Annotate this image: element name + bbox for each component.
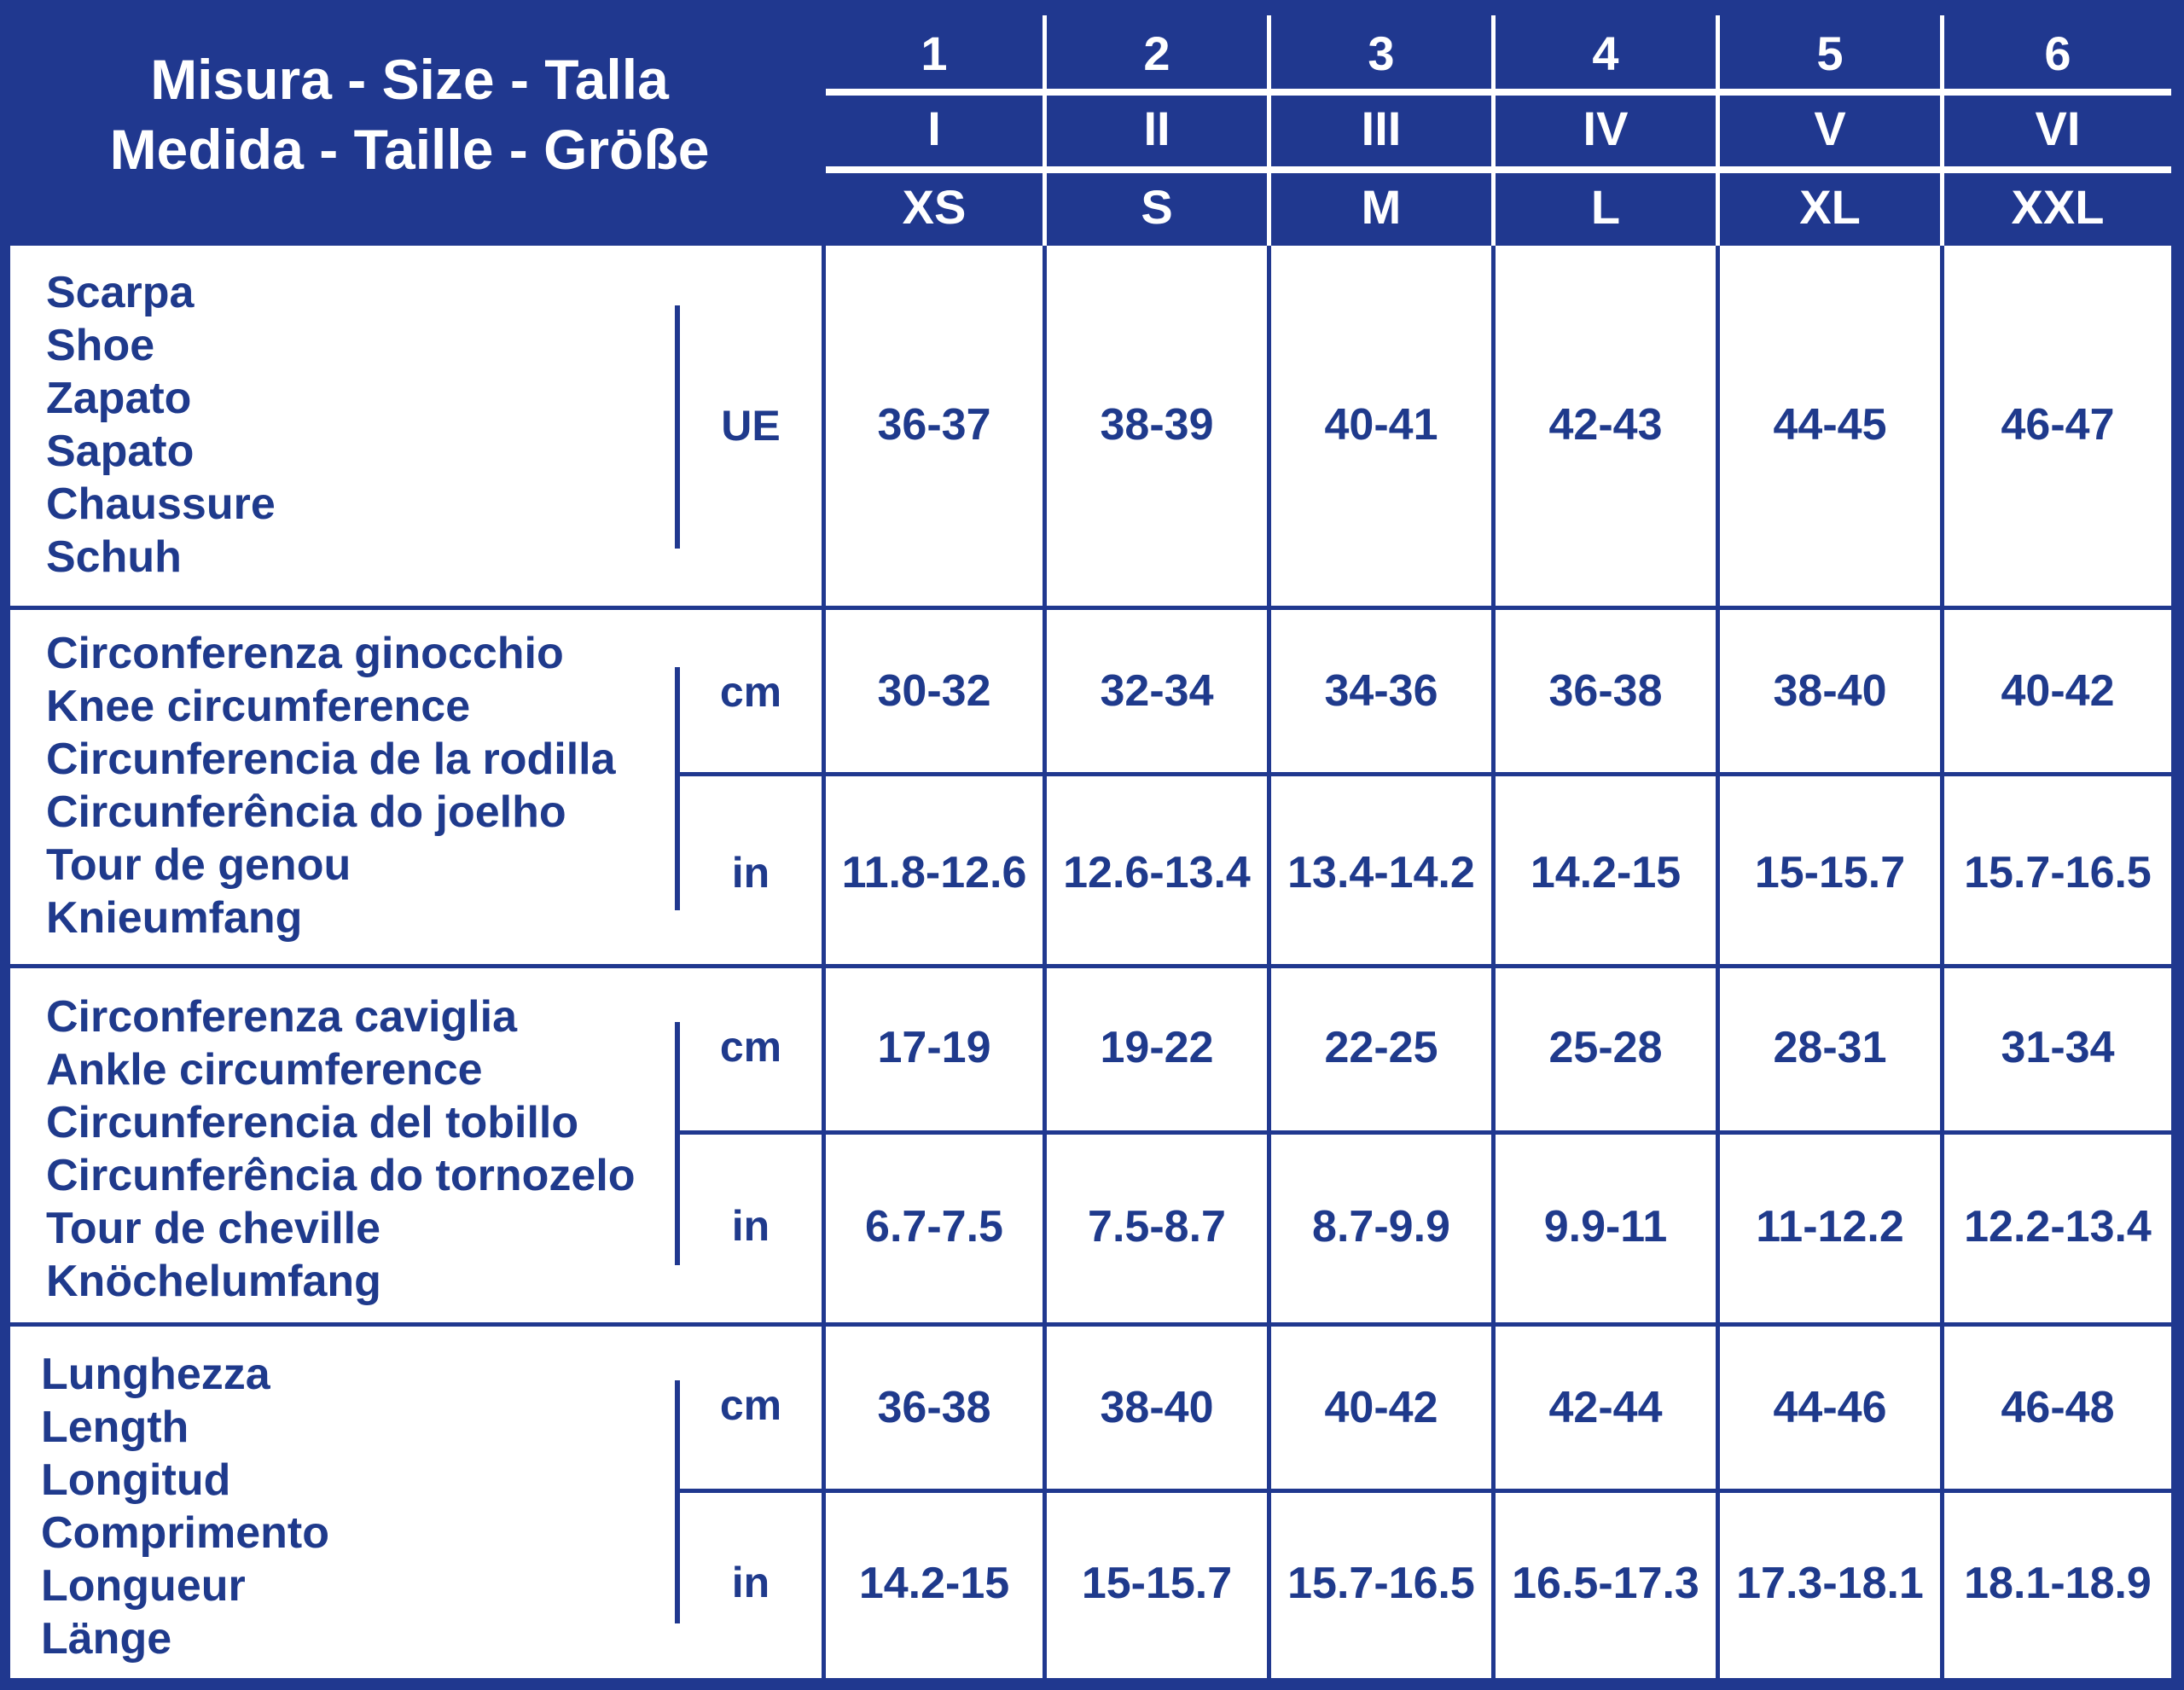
- unit-bracket: [675, 1022, 680, 1265]
- size-roman: VI: [2035, 102, 2081, 155]
- length-label: Comprimento: [41, 1508, 329, 1558]
- length-in-value: 15.7-16.5: [1287, 1559, 1475, 1608]
- subrow-divider: [680, 772, 2171, 776]
- length-in-value: 17.3-18.1: [1736, 1559, 1924, 1608]
- column-divider: [1491, 246, 1496, 1678]
- ankle-label: Circunferencia del tobillo: [46, 1098, 579, 1147]
- length-in-value: 18.1-18.9: [1964, 1559, 2152, 1608]
- ankle-in-unit: in: [731, 1202, 770, 1250]
- shoe-value: 38-39: [1100, 400, 1214, 450]
- length-cm-value: 40-42: [1324, 1383, 1438, 1432]
- size-roman: V: [1814, 102, 1846, 155]
- frame-bottom: [0, 1678, 2184, 1690]
- size-letter: S: [1141, 180, 1173, 234]
- length-cm-value: 46-48: [2001, 1383, 2115, 1432]
- column-divider: [1267, 246, 1271, 1678]
- ankle-cm-value: 17-19: [877, 1023, 991, 1072]
- size-roman: I: [927, 102, 941, 155]
- ankle-label: Circunferência do tornozelo: [46, 1151, 636, 1200]
- length-in-unit: in: [731, 1559, 770, 1606]
- knee-cm-value: 32-34: [1100, 666, 1214, 716]
- section-divider: [0, 964, 2184, 968]
- ankle-in-value: 11-12.2: [1756, 1202, 1904, 1252]
- knee-in-value: 15-15.7: [1754, 848, 1906, 897]
- knee-label: Circonferenza ginocchio: [46, 629, 564, 678]
- section-divider: [0, 1322, 2184, 1327]
- size-letter: M: [1361, 180, 1402, 234]
- shoe-unit: UE: [721, 402, 781, 450]
- size-roman: II: [1143, 102, 1170, 155]
- size-roman: IV: [1583, 102, 1629, 155]
- shoe-value: 36-37: [877, 400, 991, 450]
- shoe-label: Zapato: [46, 374, 192, 423]
- length-in-value: 14.2-15: [858, 1559, 1010, 1608]
- unit-bracket: [675, 1380, 680, 1623]
- ankle-in-value: 12.2-13.4: [1964, 1202, 2152, 1252]
- length-cm-value: 42-44: [1548, 1383, 1663, 1432]
- knee-in-value: 11.8-12.6: [841, 848, 1027, 897]
- shoe-labels: [46, 266, 276, 584]
- size-roman: III: [1361, 102, 1402, 155]
- knee-cm-value: 40-42: [2001, 666, 2115, 716]
- knee-cm-value: 36-38: [1548, 666, 1663, 716]
- size-number: 2: [1143, 26, 1170, 80]
- ankle-cm-unit: cm: [719, 1023, 782, 1071]
- ankle-cm-value: 22-25: [1324, 1023, 1438, 1072]
- ankle-cm-value: 31-34: [2001, 1023, 2115, 1072]
- length-in-value: 16.5-17.3: [1512, 1559, 1699, 1608]
- knee-cm-value: 38-40: [1773, 666, 1887, 716]
- ankle-labels: [46, 990, 636, 1308]
- title-line-1: Misura - Size - Talla: [150, 48, 669, 111]
- subrow-divider: [680, 1489, 2171, 1493]
- knee-cm-value: 30-32: [877, 666, 991, 716]
- size-letter: XXL: [2011, 180, 2105, 234]
- subrow-divider: [680, 1130, 2171, 1135]
- unit-bracket: [675, 667, 680, 910]
- ankle-cm-value: 25-28: [1548, 1023, 1663, 1072]
- knee-label: Circunferencia de la rodilla: [46, 735, 616, 784]
- knee-in-value: 14.2-15: [1530, 848, 1682, 897]
- ankle-in-value: 9.9-11: [1543, 1202, 1668, 1252]
- column-divider: [822, 246, 826, 1678]
- knee-in-unit: in: [731, 849, 770, 897]
- ankle-cm-value: 19-22: [1100, 1023, 1214, 1072]
- header-divider-1: [826, 89, 2171, 96]
- shoe-label: Chaussure: [46, 479, 276, 529]
- length-label: Länge: [41, 1614, 172, 1664]
- knee-labels: [46, 627, 616, 944]
- shoe-label: Schuh: [46, 532, 182, 582]
- ankle-in-value: 6.7-7.5: [865, 1202, 1003, 1252]
- shoe-label: Sapato: [46, 427, 195, 476]
- knee-label: Knieumfang: [46, 893, 303, 943]
- size-letter: XL: [1799, 180, 1861, 234]
- length-cm-unit: cm: [719, 1381, 782, 1429]
- shoe-label: Shoe: [46, 321, 155, 370]
- shoe-value: 42-43: [1548, 400, 1663, 450]
- ankle-label: Ankle circumference: [46, 1045, 483, 1095]
- ankle-in-value: 8.7-9.9: [1312, 1202, 1450, 1252]
- knee-label: Knee circumference: [46, 682, 471, 731]
- chart-title: [26, 44, 793, 184]
- size-number: 6: [2044, 26, 2071, 80]
- shoe-value: 44-45: [1773, 400, 1887, 450]
- section-divider: [0, 606, 2184, 610]
- shoe-value: 40-41: [1324, 400, 1438, 450]
- frame-right: [2171, 0, 2184, 1690]
- length-cm-value: 44-46: [1773, 1383, 1887, 1432]
- length-label: Longueur: [41, 1561, 246, 1611]
- size-number: 3: [1368, 26, 1395, 80]
- knee-in-value: 15.7-16.5: [1964, 848, 2152, 897]
- column-divider: [1043, 246, 1047, 1678]
- length-label: Lunghezza: [41, 1350, 270, 1399]
- header-divider-2: [826, 166, 2171, 173]
- frame-left: [0, 0, 10, 1690]
- size-letter: L: [1590, 180, 1621, 234]
- ankle-cm-value: 28-31: [1773, 1023, 1887, 1072]
- shoe-label: Scarpa: [46, 268, 195, 317]
- knee-in-value: 13.4-14.2: [1287, 848, 1475, 897]
- size-number: 5: [1816, 26, 1844, 80]
- size-number: 1: [921, 26, 948, 80]
- ankle-label: Knöchelumfang: [46, 1257, 381, 1306]
- length-labels: [41, 1348, 329, 1665]
- title-line-2: Medida - Taille - Größe: [109, 118, 710, 181]
- unit-bracket: [675, 305, 680, 549]
- length-label: Longitud: [41, 1455, 231, 1505]
- knee-in-value: 12.6-13.4: [1063, 848, 1251, 897]
- ankle-label: Tour de cheville: [46, 1204, 381, 1253]
- knee-label: Circunferência do joelho: [46, 787, 566, 837]
- size-number: 4: [1592, 26, 1619, 80]
- shoe-value: 46-47: [2001, 400, 2115, 450]
- column-divider: [1940, 246, 1944, 1678]
- length-cm-value: 36-38: [877, 1383, 991, 1432]
- size-letter: XS: [902, 180, 967, 234]
- column-divider: [1716, 246, 1720, 1678]
- header-band: [0, 0, 2184, 246]
- ankle-in-value: 7.5-8.7: [1088, 1202, 1226, 1252]
- knee-cm-unit: cm: [719, 668, 782, 716]
- ankle-label: Circonferenza caviglia: [46, 992, 517, 1042]
- length-cm-value: 38-40: [1100, 1383, 1214, 1432]
- length-in-value: 15-15.7: [1081, 1559, 1233, 1608]
- knee-cm-value: 34-36: [1324, 666, 1438, 716]
- length-label: Length: [41, 1403, 189, 1452]
- knee-label: Tour de genou: [46, 840, 351, 890]
